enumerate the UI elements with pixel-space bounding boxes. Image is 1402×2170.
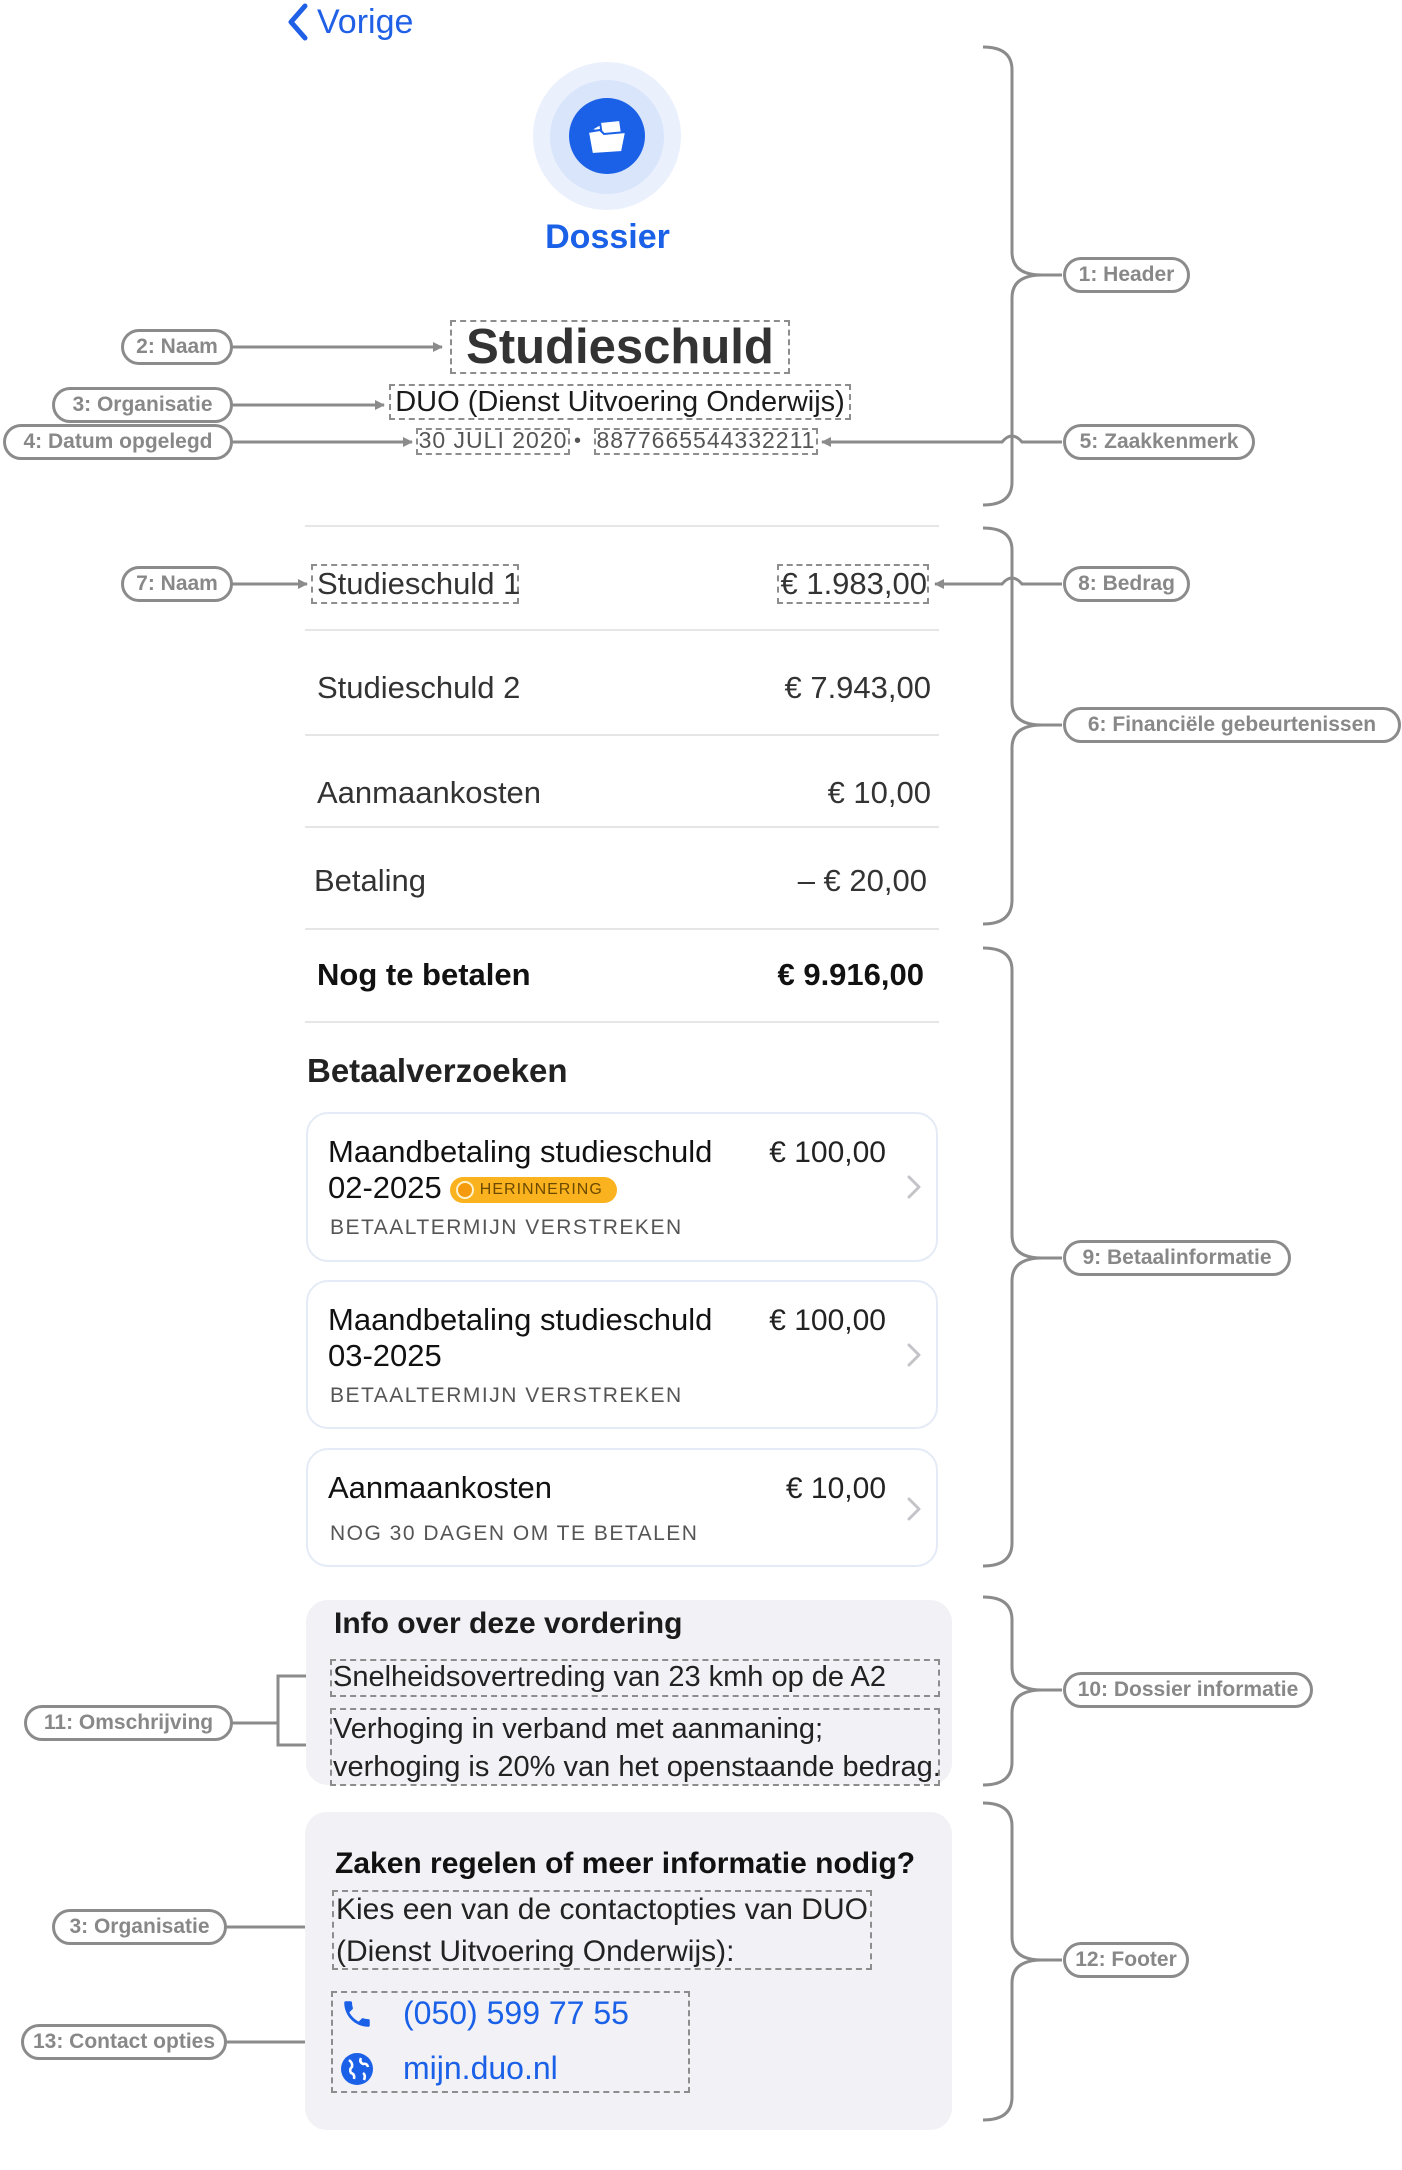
arrow-amount [935,578,1062,584]
divider [305,734,939,736]
description-line: Snelheidsovertreding van 23 kmh op de A2 [333,1661,886,1693]
annotation-payment-info: 9: Betaalinformatie [1063,1240,1291,1276]
annotation-organization-footer: 3: Organisatie [52,1909,227,1945]
payment-request-title: Maandbetaling studieschuld [328,1134,713,1169]
chevron-right-icon [906,1174,922,1200]
page-title: Studieschuld [466,320,774,374]
event-amount: € 1.983,00 [780,566,927,601]
annotation-amount: 8: Bedrag [1063,566,1190,602]
event-label: Betaling [314,863,427,898]
description-line: verhoging is 20% van het openstaande bedrag. [333,1751,941,1783]
annotation-date: 4: Datum opgelegd [3,424,233,460]
phone-link[interactable] [337,1995,629,2032]
back-label: Vorige [317,2,414,41]
payment-request-status: BETAALTERMIJN VERSTREKEN [330,1216,683,1239]
event-label: Aanmaankosten [317,775,542,810]
chevron-right-icon [906,1342,922,1368]
reminder-badge-label: HERINNERING [479,1180,603,1198]
payment-request-card[interactable] [306,1448,938,1567]
event-amount: – € 20,00 [797,863,927,898]
payment-request-period [328,1170,617,1206]
back-button[interactable] [285,2,413,42]
payment-request-title: Aanmaankosten [328,1470,553,1505]
annotation-contact: 13: Contact opties [21,2024,227,2060]
payment-request-card[interactable] [306,1112,938,1262]
annotation-header: 1: Header [1063,257,1190,293]
total-amount: € 9.916,00 [777,957,924,992]
date-filed: 30 JULI 2020 [418,427,568,453]
divider [305,1021,939,1023]
globe-icon [337,2051,377,2087]
reminder-badge [450,1177,617,1203]
annotation-organization: 3: Organisatie [52,387,233,423]
bracket-dossier [983,1597,1042,1785]
annotation-footer: 12: Footer [1063,1942,1189,1978]
payment-request-status: NOG 30 DAGEN OM TE BETALEN [330,1522,699,1545]
event-amount: € 10,00 [827,775,931,810]
payment-request-amount: € 10,00 [785,1472,886,1505]
payment-request-period: 03-2025 [328,1338,442,1373]
case-reference: 8877665544332211 [596,427,816,453]
website-link[interactable] [337,2050,558,2087]
payment-request-card[interactable] [306,1280,938,1429]
payment-request-amount: € 100,00 [769,1136,886,1169]
bracket-financial [983,528,1042,924]
annotation-name: 2: Naam [121,329,233,365]
chevron-right-icon [906,1496,922,1522]
payment-request-period-text: 02-2025 [328,1170,442,1205]
phone-icon [337,1997,377,2031]
footer-text [336,1889,868,1973]
payment-request-status: BETAALTERMIJN VERSTREKEN [330,1384,683,1407]
info-title: Info over deze vordering [334,1607,683,1640]
payment-request-amount: € 100,00 [769,1304,886,1337]
annotation-financial: 6: Financiële gebeurtenissen [1063,707,1401,743]
website-url: mijn.duo.nl [403,2050,558,2086]
dossier-type-label: Dossier [545,218,670,256]
annotation-item-name: 7: Naam [121,566,233,602]
reminder-icon [456,1181,474,1199]
divider [305,826,939,828]
bracket-payment [983,948,1042,1566]
annotation-dossier-info: 10: Dossier informatie [1063,1672,1313,1708]
event-label: Studieschuld 1 [317,566,521,601]
annotation-reference: 5: Zaakkenmerk [1063,424,1255,460]
footer-text-line: Kies een van de contactopties van DUO [336,1893,868,1926]
organization: DUO (Dienst Uitvoering Onderwijs) [395,386,845,418]
event-amount: € 7.943,00 [784,670,931,705]
arrow-reference [822,436,1062,442]
separator-dot: • [574,430,582,452]
event-label: Studieschuld 2 [317,670,521,705]
folder-icon [584,116,630,156]
footer-title: Zaken regelen of meer informatie nodig? [335,1847,916,1880]
divider [305,928,939,930]
description-line: Verhoging in verband met aanmaning; [333,1713,824,1745]
phone-number: (050) 599 77 55 [403,1995,629,2031]
bracket-footer [983,1803,1042,2120]
chevron-left-icon [285,2,311,42]
total-label: Nog te betalen [317,957,531,992]
payment-request-title: Maandbetaling studieschuld [328,1302,713,1337]
annotation-description: 11: Omschrijving [24,1705,233,1741]
footer-text-line: (Dienst Uitvoering Onderwijs): [336,1935,735,1968]
divider [305,525,939,527]
divider [305,629,939,631]
dossier-logo [569,98,645,174]
payment-requests-title: Betaalverzoeken [307,1052,568,1089]
